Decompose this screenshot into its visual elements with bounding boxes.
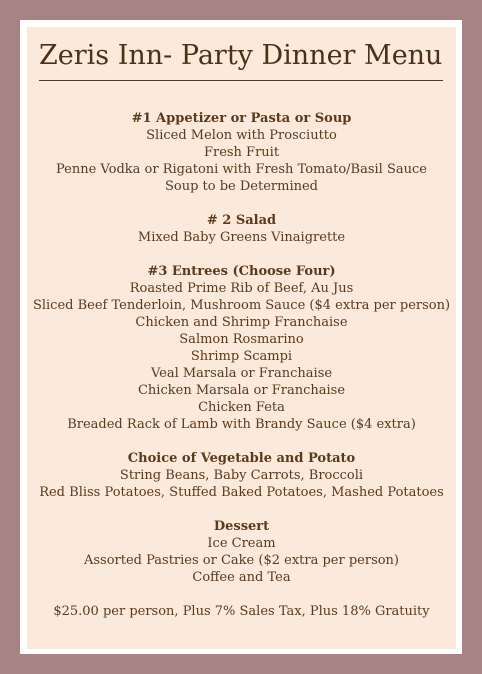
section-dessert [27, 518, 456, 586]
menu-item: Sliced Beef Tenderloin, Mushroom Sauce ($4 extra per person) [32, 298, 451, 313]
section-heading: #3 Entrees (Choose Four) [147, 264, 336, 279]
section-appetizer [27, 110, 456, 195]
menu-item: Chicken and Shrimp Franchaise [135, 315, 348, 330]
menu-title: Zeris Inn- Party Dinner Menu [39, 40, 443, 71]
price-footer: $25.00 per person, Plus 7% Sales Tax, Plus 18% Gratuity [53, 604, 430, 619]
menu-item: Sliced Melon with Prosciutto [146, 128, 337, 143]
menu-body [27, 110, 456, 620]
menu-item: Soup to be Determined [164, 179, 318, 194]
section-entrees [27, 263, 456, 433]
section-heading: Dessert [213, 519, 270, 534]
menu-item: Mixed Baby Greens Vinaigrette [137, 230, 346, 245]
section-salad [27, 212, 456, 246]
menu-item: String Beans, Baby Carrots, Broccoli [119, 468, 364, 483]
section-heading: #1 Appetizer or Pasta or Soup [131, 111, 352, 126]
menu-item: Veal Marsala or Franchaise [150, 366, 333, 381]
menu-item: Roasted Prime Rib of Beef, Au Jus [129, 281, 354, 296]
menu-item: Penne Vodka or Rigatoni with Fresh Tomato/Basil Sauce [56, 162, 427, 177]
section-heading: # 2 Salad [206, 213, 277, 228]
section-heading: Choice of Vegetable and Potato [127, 451, 356, 466]
menu-item: Salmon Rosmarino [179, 332, 304, 347]
menu-item: Chicken Feta [198, 400, 285, 415]
title-divider [39, 80, 443, 81]
menu-item: Red Bliss Potatoes, Stuffed Baked Potatoes, Mashed Potatoes [39, 485, 444, 500]
menu-item: Coffee and Tea [192, 570, 291, 585]
menu-card [27, 27, 456, 649]
section-vegetable-potato [27, 450, 456, 501]
menu-item: Fresh Fruit [203, 145, 280, 160]
menu-item: Shrimp Scampi [190, 349, 293, 364]
menu-item: Breaded Rack of Lamb with Brandy Sauce ($4 extra) [67, 417, 416, 432]
menu-item: Chicken Marsala or Franchaise [137, 383, 346, 398]
menu-item: Ice Cream [207, 536, 276, 551]
menu-item: Assorted Pastries or Cake ($2 extra per person) [83, 553, 400, 568]
